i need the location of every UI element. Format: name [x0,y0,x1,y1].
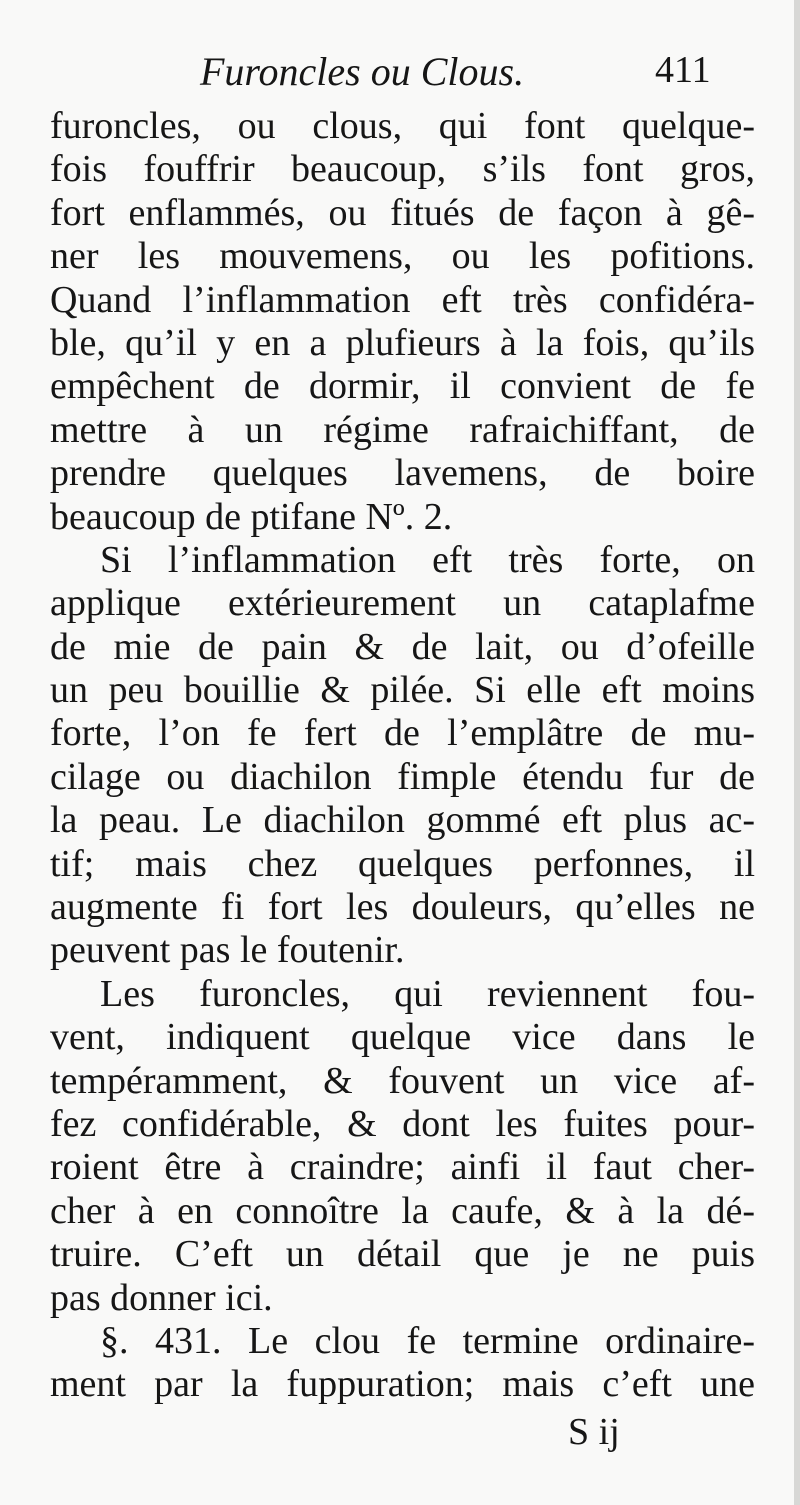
page-number: 411 [655,49,711,91]
text-line: un peu bouillie & pilée. Si elle eft moins [50,669,755,712]
text-line: furoncles, ou clous, qui font quelque- [50,105,755,147]
text-line: la peau. Le diachilon gommé eft plus ac- [50,799,755,842]
text-line: cher à en connoître la caufe, & à la dé- [50,1189,755,1232]
text-line: peuvent pas le foutenir. [50,929,405,972]
text-line: tempéramment, & fouvent un vice af- [50,1059,755,1102]
text-line: ment par la fuppuration; mais c’eft une [50,1363,755,1406]
text-line: tif; mais chez quelques perfonnes, il [50,842,755,885]
text-line: ble, qu’il y en a plufieurs à la fois, qu’ils [50,321,755,364]
text-line: roient être à craindre; ainfi il faut cher- [50,1146,755,1189]
text-line: fort enflammés, ou fitués de façon à gê- [50,191,755,234]
signature-mark: S ij [568,1411,620,1453]
text-line: prendre quelques lavemens, de boire [50,452,755,495]
text-line: de mie de pain & de lait, ou d’ofeille [50,625,755,668]
text-line: truire. C’eft un détail que je ne puis [50,1233,755,1276]
text-line: fez confidérable, & dont les fuites pour- [50,1102,755,1145]
text-line: §. 431. Le clou fe termine ordinaire- [100,1319,755,1362]
text-line: forte, l’on fe fert de l’emplâtre de mu- [50,712,755,755]
text-line: Si l’inflammation eft très forte, on [100,538,755,581]
text-line: fois fouffrir beaucoup, s’ils font gros, [50,148,755,191]
text-line: Quand l’inflammation eft très confidéra- [50,278,755,321]
text-line: Les furoncles, qui reviennent fou- [100,972,755,1015]
page-edge [794,0,800,1505]
text-line: beaucoup de ptifane Nº. 2. [50,495,453,538]
text-line: ner les mouvemens, ou les pofitions. [50,235,755,278]
page-body-text [50,105,755,1407]
running-title: Furoncles ou Clous. [200,49,525,94]
text-line: applique extérieurement un cataplafme [50,582,755,625]
text-line: pas donner ici. [50,1276,273,1319]
text-line: cilage ou diachilon fimple étendu fur de [50,755,755,798]
text-line: empêchent de dormir, il convient de fe [50,365,755,408]
page-header [0,48,800,98]
text-line: vent, indiquent quelque vice dans le [50,1016,755,1059]
text-line: mettre à un régime rafraichiffant, de [50,408,755,451]
text-line: augmente fi fort les douleurs, qu’elles ne [50,886,755,929]
